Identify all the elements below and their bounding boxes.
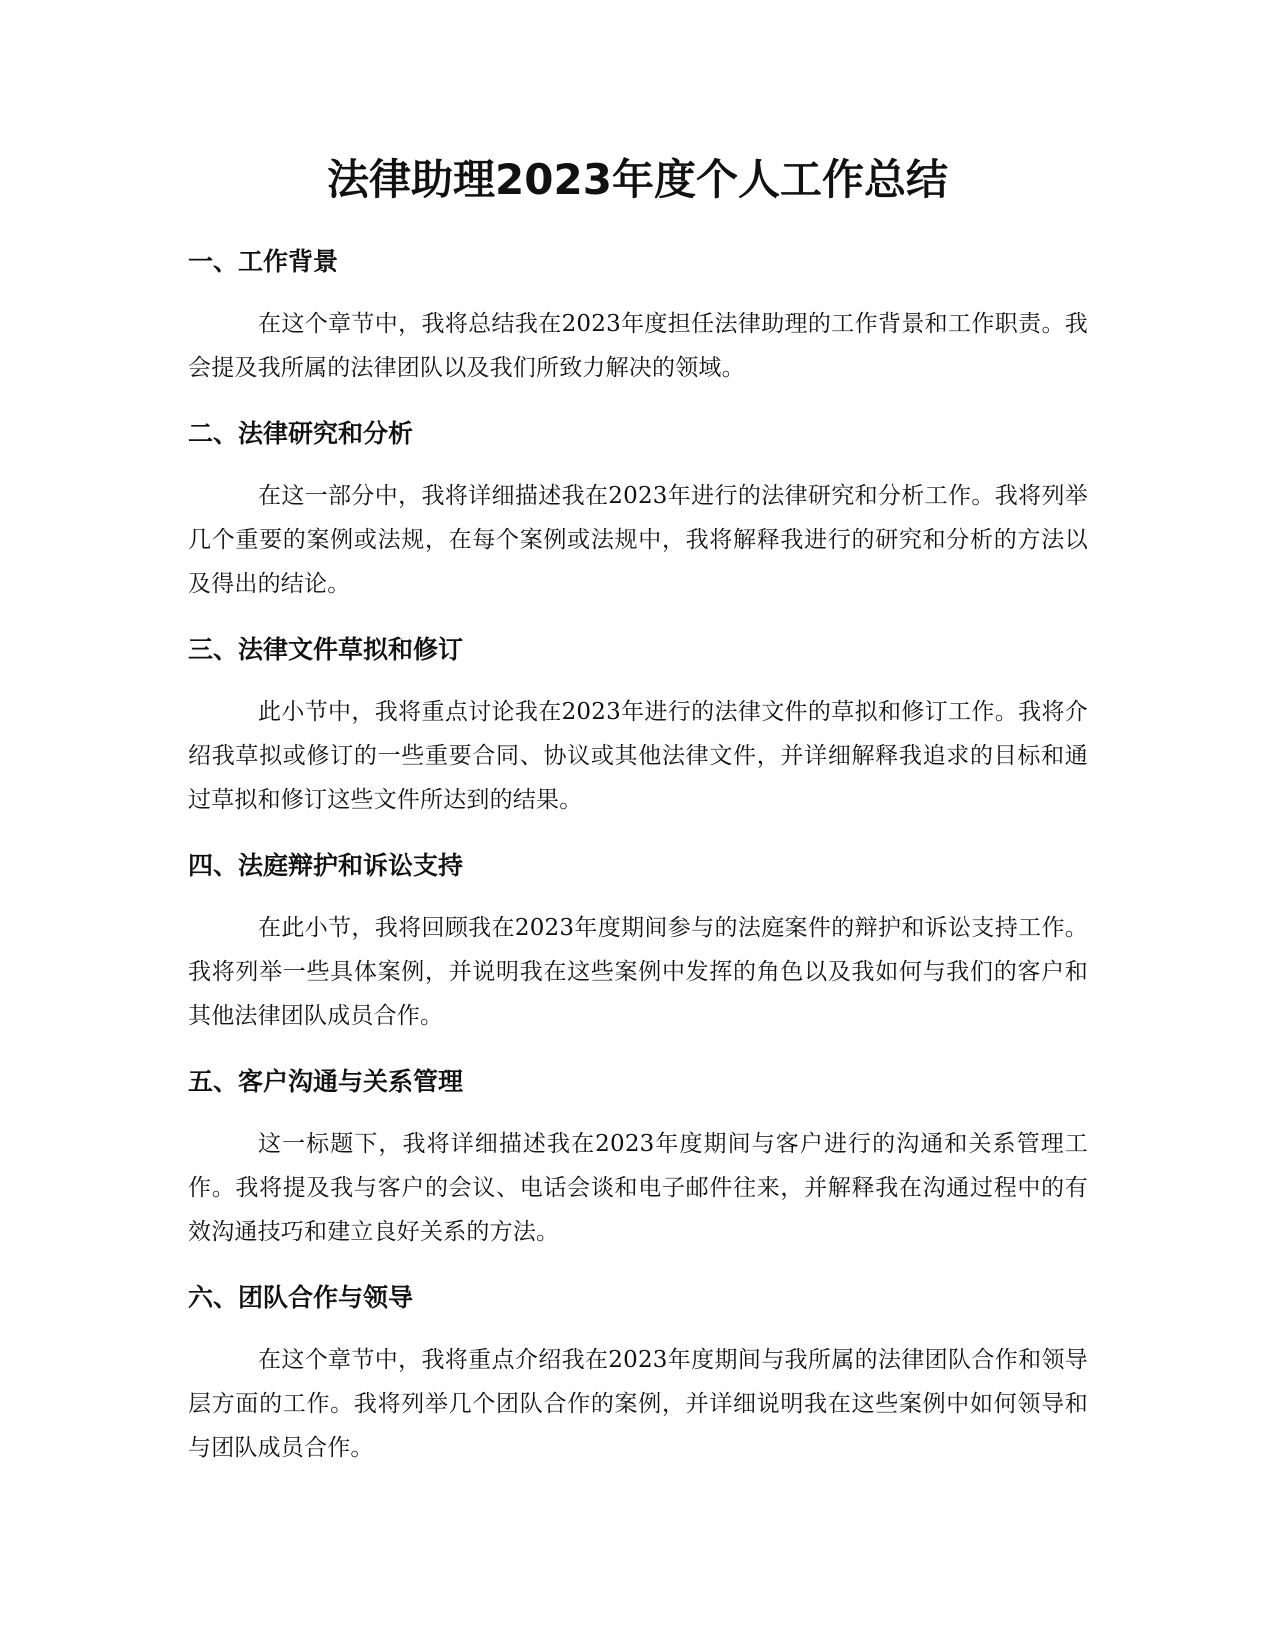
section-paragraph: 此小节中，我将重点讨论我在2023年进行的法律文件的草拟和修订工作。我将介绍我草拟或修订的一些重要合同、协议或其他法律文件，并详细解释我追求的目标和通过草拟和修订这些文件所达到的结果。	[188, 699, 1088, 813]
section-teamwork-leadership	[188, 1280, 1088, 1470]
section-heading: 五、客户沟通与关系管理	[188, 1067, 464, 1096]
section-work-background	[188, 244, 1088, 390]
section-paragraph: 在这个章节中，我将总结我在2023年度担任法律助理的工作背景和工作职责。我会提及我所属的法律团队以及我们所致力解决的领域。	[188, 311, 1088, 381]
section-litigation-support	[188, 848, 1088, 1038]
section-legal-research	[188, 416, 1088, 606]
document-body	[188, 244, 1088, 1496]
section-paragraph: 在这一部分中，我将详细描述我在2023年进行的法律研究和分析工作。我将列举几个重要的案例或法规，在每个案例或法规中，我将解释我进行的研究和分析的方法以及得出的结论。	[188, 483, 1088, 597]
section-document-drafting	[188, 632, 1088, 822]
section-heading: 一、工作背景	[188, 247, 339, 276]
section-client-communication	[188, 1064, 1088, 1254]
section-heading: 三、法律文件草拟和修订	[188, 635, 464, 664]
section-heading: 六、团队合作与领导	[188, 1283, 414, 1312]
section-heading: 四、法庭辩护和诉讼支持	[188, 851, 464, 880]
section-paragraph: 在此小节，我将回顾我在2023年度期间参与的法庭案件的辩护和诉讼支持工作。我将列举一些具体案例，并说明我在这些案例中发挥的角色以及我如何与我们的客户和其他法律团队成员合作。	[188, 915, 1088, 1029]
section-paragraph: 在这个章节中，我将重点介绍我在2023年度期间与我所属的法律团队合作和领导层方面的工作。我将列举几个团队合作的案例，并详细说明我在这些案例中如何领导和与团队成员合作。	[188, 1347, 1088, 1461]
document-title: 法律助理2023年度个人工作总结	[327, 155, 948, 204]
section-heading: 二、法律研究和分析	[188, 419, 414, 448]
section-paragraph: 这一标题下，我将详细描述我在2023年度期间与客户进行的沟通和关系管理工作。我将提及我与客户的会议、电话会谈和电子邮件往来，并解释我在沟通过程中的有效沟通技巧和建立良好关系的方法。	[188, 1131, 1088, 1245]
